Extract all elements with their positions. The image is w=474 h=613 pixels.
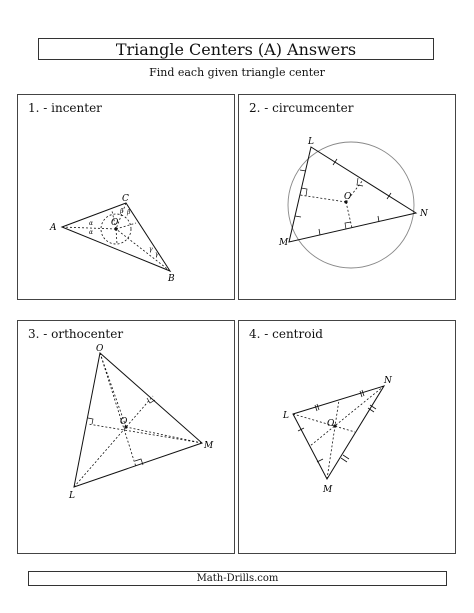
radius-cb (116, 223, 136, 229)
vertex-n-label: N (420, 209, 428, 219)
angle-beta-1: β (120, 208, 124, 215)
median-from-n (310, 386, 384, 446)
tick-ln-1 (333, 159, 337, 165)
median-from-m (327, 400, 339, 479)
worksheet-title-text: Triangle Centers (A) Answers (115, 39, 357, 59)
tick-lm-1 (300, 170, 306, 171)
vertex-l-label: L (283, 411, 289, 421)
vertex-m-label: M (279, 238, 289, 248)
angle-gamma-2: γ (155, 251, 159, 258)
center-o-label: O (120, 417, 128, 427)
centroid-figure (239, 321, 457, 555)
problem-2-panel (238, 94, 456, 300)
vertex-l-label: L (69, 491, 75, 501)
tick-ln-1a (315, 405, 317, 411)
incenter-figure (18, 95, 236, 301)
problem-3-label: 3. - orthocenter (28, 327, 124, 341)
problem-2-label: 2. - circumcenter (249, 101, 354, 115)
center-o-label: O (344, 192, 352, 202)
vertex-m-label: M (323, 485, 333, 495)
footer-text: Math-Drills.com (196, 573, 279, 584)
right-angle-lm (301, 188, 307, 196)
bisector-mn (346, 202, 352, 228)
dashed-m-center (126, 427, 202, 443)
vertex-c-label: C (122, 194, 129, 204)
tick-mn-2 (378, 216, 379, 222)
vertex-m-label: M (204, 441, 214, 451)
worksheet-instructions: Find each given triangle center (149, 66, 325, 79)
tick-mn-1a (341, 458, 347, 462)
circumcenter-figure (239, 95, 457, 301)
vertex-a-label: A (50, 223, 57, 233)
footer (28, 571, 447, 586)
tick-ln-2a (360, 391, 362, 397)
vertex-n-label: N (384, 376, 392, 386)
tick-ln-2 (387, 193, 391, 199)
bisector-b (116, 229, 170, 271)
problem-1-label: 1. - incenter (28, 101, 102, 115)
angle-alpha-1: α (89, 220, 94, 227)
center-o-label: O (327, 419, 335, 429)
angle-gamma-1: γ (149, 246, 153, 253)
radius-ab (116, 229, 117, 244)
altitude-from-m (88, 424, 202, 443)
triangle-olm (74, 353, 202, 487)
problem-1-panel (17, 94, 235, 300)
vertex-b-label: B (168, 274, 175, 284)
center-o-label: O (111, 218, 119, 228)
problem-4-label: 4. - centroid (249, 327, 323, 341)
altitude-from-o (100, 353, 136, 467)
tick-lm-2 (317, 459, 323, 462)
vertex-o-label: O (96, 344, 104, 354)
orthocenter-figure (18, 321, 236, 555)
triangle-lmn (293, 386, 384, 479)
tick-mn-1b (343, 455, 349, 459)
worksheet-title (38, 38, 434, 60)
circumcircle (288, 142, 414, 268)
bisector-lm (300, 195, 346, 202)
tick-mn-1 (319, 229, 320, 235)
right-angle-ol (88, 418, 93, 424)
angle-alpha-2: α (89, 229, 94, 236)
tick-lm-2 (295, 216, 301, 217)
problem-3-panel (17, 320, 235, 554)
triangle-abc (62, 203, 170, 271)
angle-beta-2: β (127, 209, 131, 216)
vertex-l-label: L (308, 137, 314, 147)
problem-4-panel (238, 320, 456, 554)
